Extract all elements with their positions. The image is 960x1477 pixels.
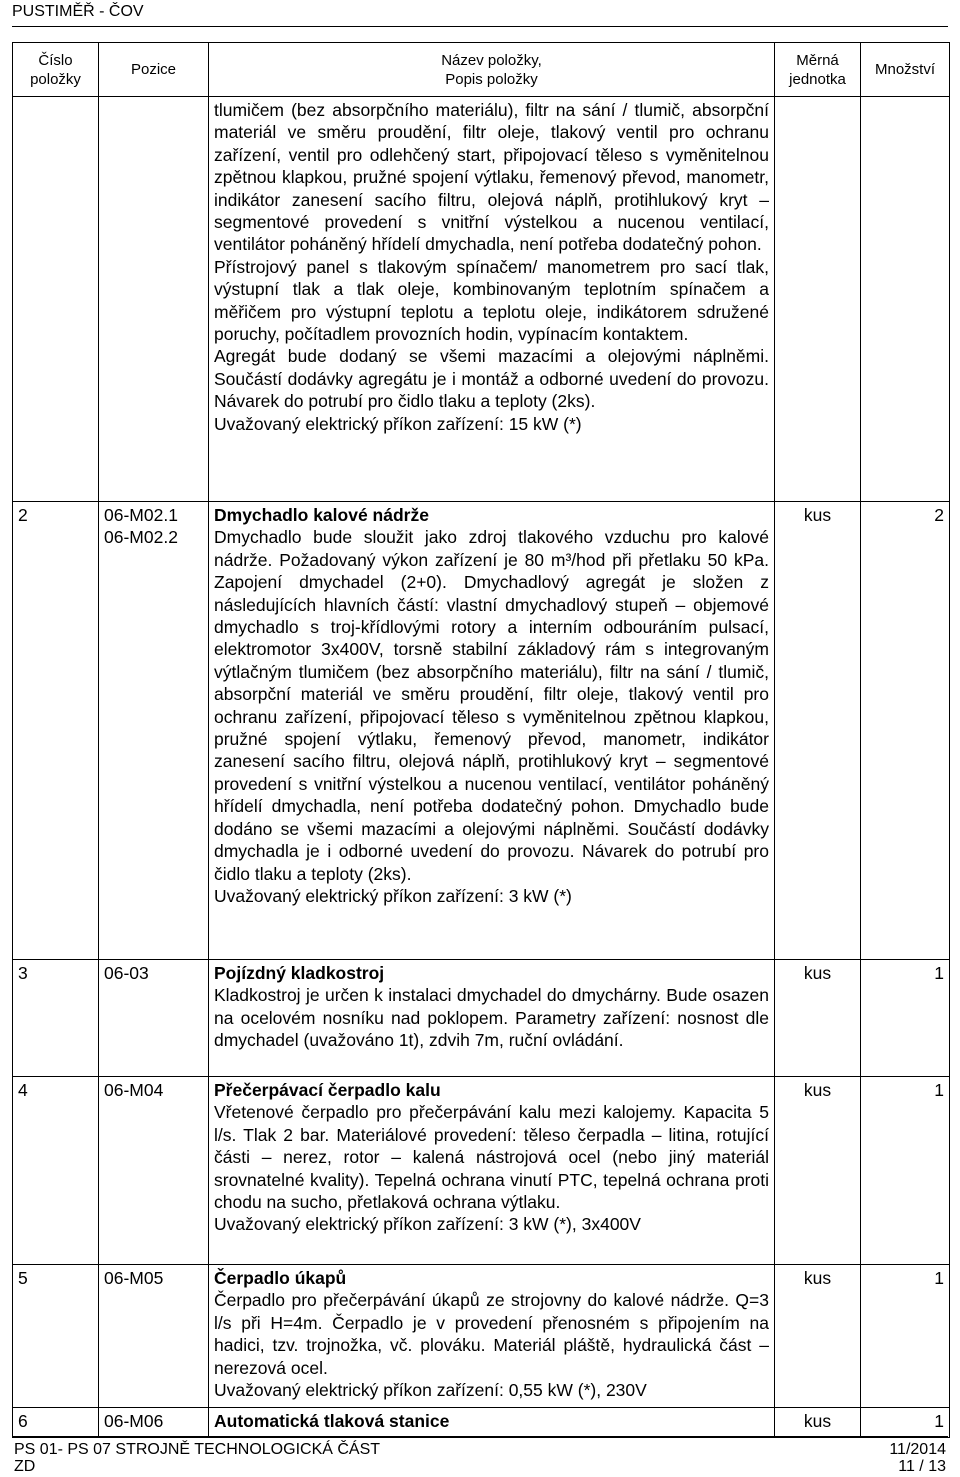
description-paragraph: Uvažovaný elektrický příkon zařízení: 0,55 kW (*), 230V (214, 1380, 647, 1401)
item-unit: kus (775, 502, 861, 960)
item-unit: kus (775, 1077, 861, 1265)
item-description (209, 1077, 775, 1265)
item-number: 4 (13, 1077, 99, 1265)
position-code: 06-M06 (104, 1411, 164, 1431)
position-code: 06-M05 (104, 1268, 164, 1288)
item-unit: kus (775, 1265, 861, 1408)
item-number (13, 97, 99, 502)
position-code: 06-M02.1 (104, 505, 178, 525)
column-header-position: Pozice (99, 43, 209, 97)
table-row (13, 97, 950, 502)
item-quantity: 1 (861, 1265, 950, 1408)
item-title: Čerpadlo úkapů (214, 1268, 347, 1288)
item-position (99, 502, 209, 960)
item-title: Přečerpávací čerpadlo kalu (214, 1080, 441, 1100)
description-paragraph: Čerpadlo pro přečerpávání úkapů ze strojovny do kalové nádrže. Q=3 l/s při H=4m. Čerpadlo je v provedení přenosném s připojením na hadici, tzv. trojnožka, vč. plováku. Materiál pláště, hydraulická část – nerezová ocel. (214, 1290, 769, 1378)
item-description (209, 1265, 775, 1408)
item-unit: kus (775, 960, 861, 1077)
item-number: 6 (13, 1408, 99, 1438)
table-row (13, 502, 950, 960)
item-number: 5 (13, 1265, 99, 1408)
item-number: 3 (13, 960, 99, 1077)
footer-date: 11/2014 (889, 1441, 946, 1458)
column-header-name: Název položky, Popis položky (209, 43, 775, 97)
description-paragraph: Uvažovaný elektrický příkon zařízení: 3 kW (*) (214, 885, 572, 906)
item-position (99, 960, 209, 1077)
description-paragraph: Kladkostroj je určen k instalaci dmychadel do dmychárny. Bude osazen na ocelovém nosníku nad poklopem. Parametry zařízení: nosnost dle dmychadel (uvažováno 1t), zdvih 7m, ruční ovládání. (214, 985, 769, 1051)
description-paragraph: Vřetenové čerpadlo pro přečerpávání kalu mezi kalojemy. Kapacita 5 l/s. Tlak 2 bar. Materiálové provedení: těleso čerpadla – litina, rotující části – nerez, rotor – kalená nástrojová ocel (nebo jiný materiál srovnatelné kvality). Tepelná ochrana vinutí PTC, tepelná ochrana proti chodu na sucho, přetlaková ochrana výtlaku. (214, 1102, 769, 1213)
item-description (209, 1408, 775, 1438)
item-quantity: 1 (861, 1408, 950, 1438)
description-paragraph: Přístrojový panel s tlakovým spínačem/ manometrem pro sací tlak, výstupní tlak a tlak oleje, kombinovaným teplotním spínačem a měřičem pro výstupní teplotu a teplotu oleje, indikátorem sdružené poruchy, počítadlem provozních hodin, vypínacím kontaktem. (214, 256, 769, 345)
item-description (209, 960, 775, 1077)
specification-table (12, 42, 950, 1438)
table-row (13, 1077, 950, 1265)
footer-page-number: 11 / 13 (898, 1458, 946, 1475)
page-header (12, 2, 948, 27)
item-unit: kus (775, 1408, 861, 1438)
item-quantity: 1 (861, 960, 950, 1077)
footer-document-name: PS 01- PS 07 STROJNĚ TECHNOLOGICKÁ ČÁST (14, 1441, 381, 1458)
position-code: 06-M02.2 (104, 527, 178, 548)
description-paragraph: Uvažovaný elektrický příkon zařízení: 3 kW (*), 3x400V (214, 1214, 641, 1235)
item-position (99, 1408, 209, 1438)
item-position (99, 1265, 209, 1408)
footer-document-code: ZD (14, 1458, 36, 1475)
item-quantity: 1 (861, 1077, 950, 1265)
item-quantity: 2 (861, 502, 950, 960)
document-title: PUSTIMĚŘ - ČOV (12, 3, 144, 20)
table-row (13, 960, 950, 1077)
item-quantity (861, 97, 950, 502)
description-paragraph: tlumičem (bez absorpčního materiálu), filtr na sání / tlumič, absorpční materiál ve směru proudění, filtr oleje, tlakový ventil pro ochranu zařízení, ventil pro odlehčený start, připojovací těleso s vyměnitelnou zpětnou klapkou, pružné spojení výtlaku, řemenový převod, manometr, indikátor zanesení sacího filtru, olejová náplň, protihlukový kryt – segmentové provedení s vnitřní výstelkou a nucenou ventilací, ventilátor poháněný hřídelí dmychadla, není potřeba dodatečný pohon. (214, 100, 769, 255)
position-code: 06-03 (104, 963, 149, 983)
table-body (13, 97, 950, 1438)
description-paragraph: Uvažovaný elektrický příkon zařízení: 15 kW (*) (214, 413, 582, 434)
item-title: Dmychadlo kalové nádrže (214, 505, 429, 525)
item-number: 2 (13, 502, 99, 960)
item-position (99, 97, 209, 502)
item-title: Pojízdný kladkostroj (214, 963, 385, 983)
column-header-quantity: Množství (861, 43, 950, 97)
page-footer (12, 1436, 948, 1473)
description-paragraph: Dmychadlo bude sloužit jako zdroj tlakového vzduchu pro kalové nádrže. Požadovaný výkon zařízení je 80 m³/hod při přetlaku 50 kPa. Zapojení dmychadel (2+0). Dmychadlový agregát je složen z následujících hlavních částí: vlastní dmychadlový stupeň – objemové dmychadlo s troj-křídlovými rotory a interním odbouráním pulsací, elektromotor 3x400V, torsně stabilní základový rám s integrovaným výtlačným tlumičem (bez absorpčního materiálu), filtr na sání / tlumič, absorpční materiál ve směru proudění, filtr oleje, tlakový ventil pro ochranu zařízení, připojovací těleso s vyměnitelnou zpětnou klapkou, pružné spojení výtlaku, řemenový převod, manometr, indikátor zanesení sacího filtru, olejová náplň, protihlukový kryt – segmentové provedení s vnitřní výstelkou a nucenou ventilací, ventilátor poháněný hřídelí dmychadla, není potřeba dodatečný pohon. Dmychadlo bude dodáno se všemi mazacími a olejovými náplněmi. Součástí dodávky dmychadla je i odborné uvedení do provozu. Návarek do potrubí pro čidlo tlaku a teploty (2ks). (214, 527, 769, 884)
table-row (13, 1265, 950, 1408)
column-header-unit: Měrná jednotka (775, 43, 861, 97)
item-unit (775, 97, 861, 502)
item-description (209, 502, 775, 960)
description-paragraph: Agregát bude dodaný se všemi mazacími a olejovými náplněmi. Součástí dodávky agregátu je i montáž a odborné uvedení do provozu. Návarek do potrubí pro čidlo tlaku a teploty (2ks). (214, 346, 769, 412)
position-code: 06-M04 (104, 1080, 164, 1100)
item-title: Automatická tlaková stanice (214, 1411, 450, 1431)
table-row (13, 1408, 950, 1438)
table-header-row (13, 43, 950, 97)
item-position (99, 1077, 209, 1265)
item-description (209, 97, 775, 502)
column-header-number: Číslo položky (13, 43, 99, 97)
